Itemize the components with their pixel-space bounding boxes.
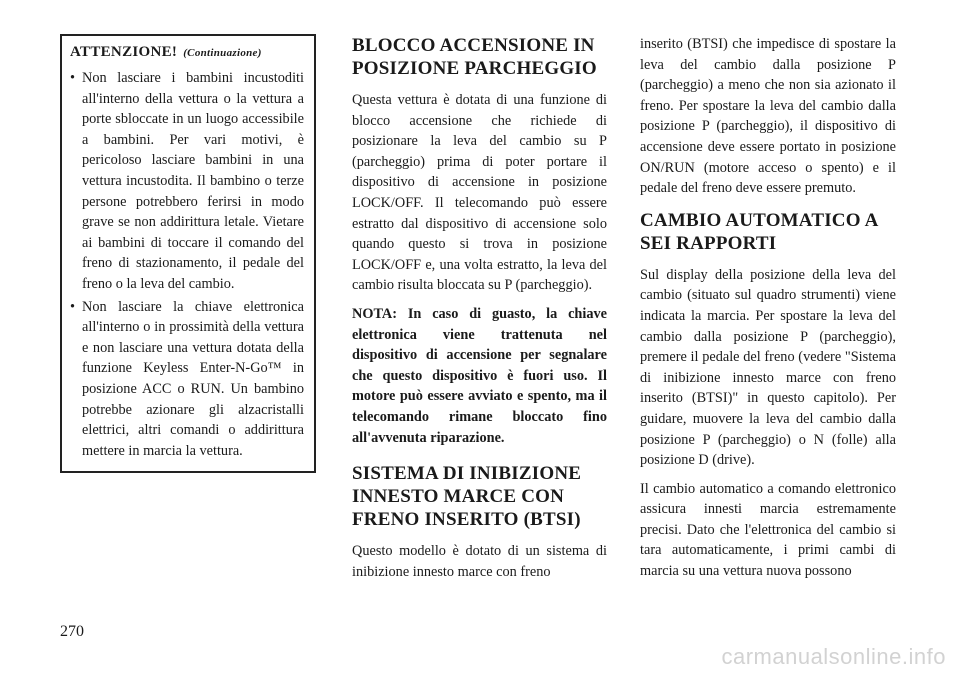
- paragraph: Questo modello è dotato di un sistema di inibizione innesto marce con freno: [352, 543, 607, 580]
- watermark: carmanualsonline.info: [721, 644, 946, 669]
- paragraph: Sul display della posizione della leva del cambio (situato sul quadro strumenti) viene indicata la marcia. Per spostare la leva del cambio dalla posizione P (parcheggio), premere il pedale del freno (vedere "Sistema di inibizione innesto marce con freno inserito (BTSI)" in questo capitolo). Per guidare, muovere la leva del cambio dalla posizione P (parcheggio) o N (folle) alla posizione D (drive).: [640, 266, 896, 469]
- section-heading-btsi: SISTEMA DI INIBIZIONE INNESTO MARCE CON FRENO INSERITO (BTSI): [352, 463, 582, 531]
- section-heading-cambio: CAMBIO AUTOMATICO A SEI RAPPORTI: [640, 209, 878, 254]
- section-heading-blocco: BLOCCO ACCENSIONE IN POSIZIONE PARCHEGGIO: [352, 35, 597, 79]
- warning-item: [70, 68, 304, 295]
- paragraph: inserito (BTSI) che impedisce di spostare la leva del cambio dalla posizione P (parcheggio) a meno che non sia azionato il freno. Per spostare la leva del cambio dalla posizione P (parcheggio), il dispositivo di accensione deve essere portato in posizione ON/RUN (motore acceso o spento) e il pedale del freno deve essere premuto.: [640, 36, 896, 197]
- bullet-icon: •: [70, 298, 76, 315]
- warning-continuation: (Continuazione): [183, 47, 262, 59]
- right-column: [640, 34, 896, 590]
- warning-item-text: Non lasciare i bambini incustoditi all'interno della vettura o la vettura a porte sbloccate in un luogo accessibile a bambini. Per vari motivi, è pericoloso lasciare bambini in una vettura incustodita. Il bambino o terze persone potrebbero ferirsi in modo grave se non addirittura letale. Vietare ai bambini di toccare il comando del freno di stazionamento, il pedale del freno o la leva del cambio.: [82, 70, 304, 292]
- bullet-icon: •: [70, 70, 76, 86]
- middle-column: [352, 34, 607, 590]
- warning-box: [60, 34, 316, 473]
- page-number: 270: [60, 623, 84, 640]
- warning-title: [70, 44, 304, 61]
- warning-list: [70, 68, 304, 461]
- warning-title-text: ATTENZIONE!: [70, 44, 178, 60]
- paragraph: Questa vettura è dotata di una funzione di blocco accensione che richiede di posizionare la leva del cambio su P (parcheggio) prima di poter portare il dispositivo di accensione in posizione LOCK/OFF. Il telecomando può essere estratto dal dispositivo di accensione solo quando questo si trova in posizione LOCK/OFF e, una volta estratto, la leva del cambio risulta bloccata su P (parcheggio).: [352, 92, 607, 294]
- warning-item-text: Non lasciare la chiave elettronica all'interno o in prossimità della vettura e non lasciare una vettura dotata della funzione Keyless Enter-N-Go™ in posizione ACC o RUN. Un bambino potrebbe azionare gli alzacristalli elettrici, altri comandi o addirittura mettere in marcia la vettura.: [82, 298, 304, 459]
- left-column: [60, 34, 310, 473]
- paragraph: Il cambio automatico a comando elettronico assicura innesti marcia estremamente precisi. Dato che l'elettronica del cambio si tara automaticamente, i primi cambi di marcia su una vettura nuova possono: [640, 480, 896, 580]
- note-paragraph: NOTA: In caso di guasto, la chiave elettronica viene trattenuta nel dispositivo di accensione per segnalare che questo dispositivo è fuori uso. Il motore può essere avviato e spento, ma il telecomando rimane bloccato fino all'avvenuta riparazione.: [352, 305, 607, 446]
- warning-item: [70, 297, 304, 462]
